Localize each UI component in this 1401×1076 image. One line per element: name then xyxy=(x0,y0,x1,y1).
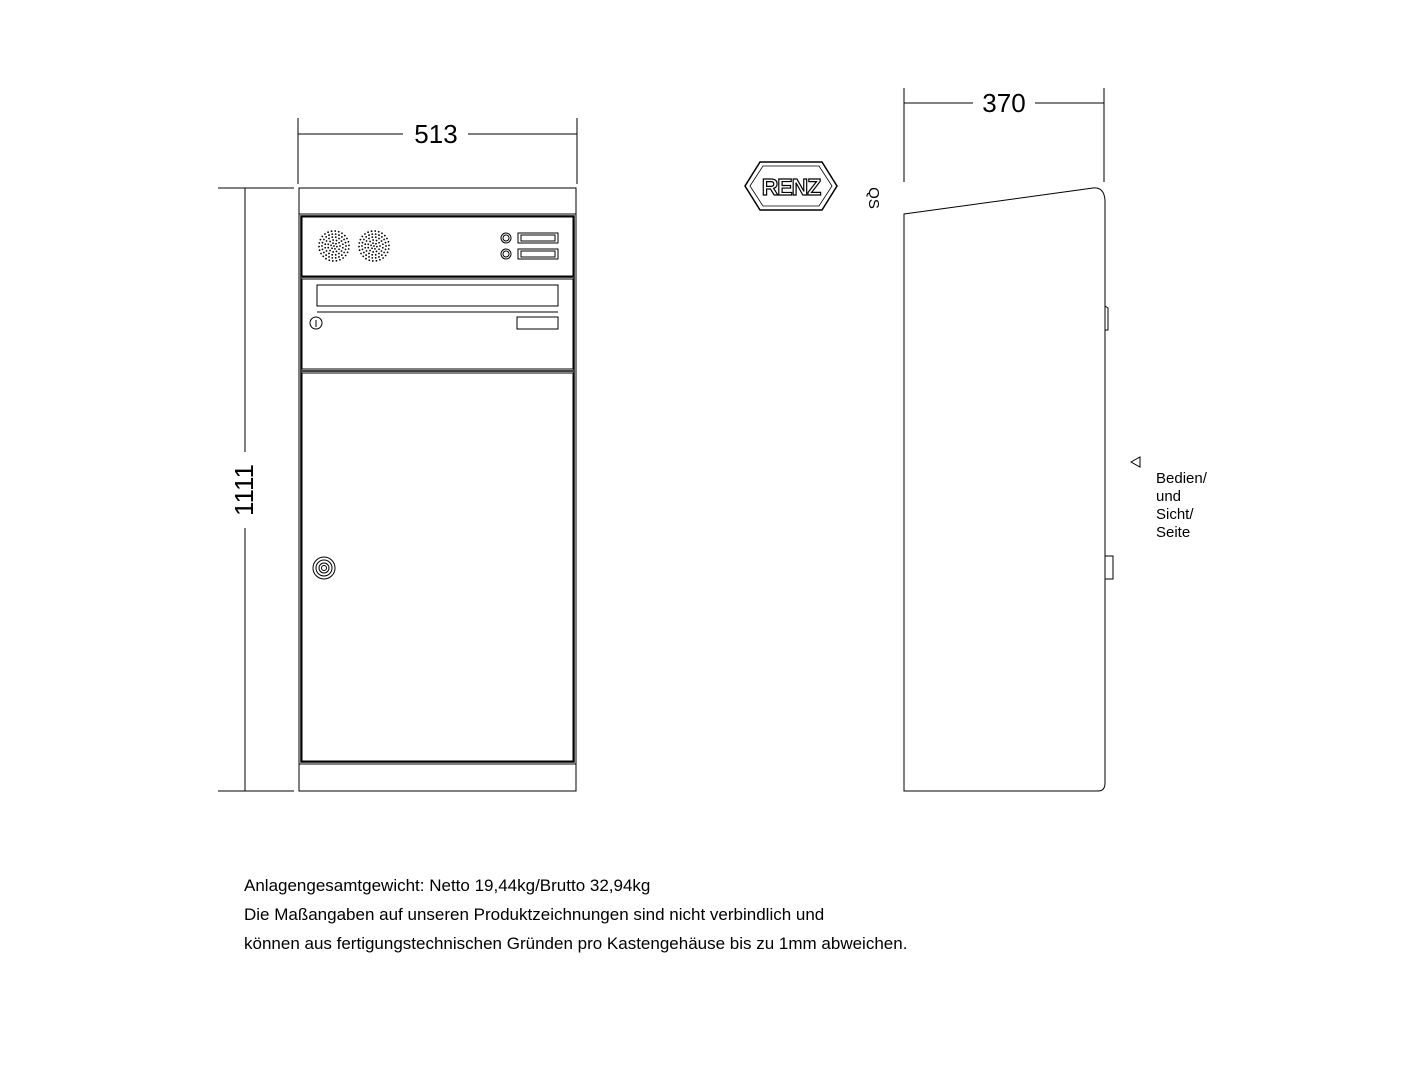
speaker-grille-icon xyxy=(358,230,390,262)
speaker-grille-icon xyxy=(318,230,350,262)
front-height-value: 1111 xyxy=(229,463,259,517)
disclaimer-line-1: Die Maßangaben auf unseren Produktzeichnungen sind nicht verbindlich und xyxy=(244,905,825,924)
door[interactable] xyxy=(302,373,573,761)
arrow-left-icon xyxy=(1131,457,1140,467)
front-inner-frame xyxy=(301,216,574,762)
renz-logo xyxy=(745,162,837,210)
disclaimer-line-2: können aus fertigungstechnischen Gründen pro Kastengehäuse bis zu 1mm abweichen. xyxy=(244,934,908,953)
front-width-dimension xyxy=(298,118,577,184)
label-line-2: und xyxy=(1156,488,1182,505)
mail-slot xyxy=(317,285,558,306)
intercom-module xyxy=(302,217,573,276)
front-view xyxy=(218,118,577,791)
renz-logo-text: RENZ xyxy=(761,174,821,200)
label-line-4: Seite xyxy=(1156,524,1191,541)
side-housing-outline xyxy=(904,188,1105,791)
operating-side-label xyxy=(1156,470,1208,541)
side-depth-dimension xyxy=(904,88,1104,182)
side-view xyxy=(904,88,1140,791)
front-housing-outline xyxy=(299,188,576,791)
drawing-notes xyxy=(244,871,1144,958)
label-line-1: Bedien/ xyxy=(1156,470,1207,487)
front-height-dimension xyxy=(218,188,294,791)
mail-slot-module xyxy=(302,279,573,369)
weight-note: Anlagengesamtgewicht: Netto 19,44kg/Brutto 32,94kg xyxy=(244,876,651,895)
lock-cylinder-icon xyxy=(313,557,335,579)
side-depth-value: 370 xyxy=(982,88,1026,118)
qs-mark: QS xyxy=(865,187,882,209)
front-width-value: 513 xyxy=(414,119,458,149)
label-line-3: Sicht/ xyxy=(1156,506,1194,523)
hinge-mark xyxy=(1105,556,1113,579)
name-plate-icon xyxy=(517,317,558,329)
